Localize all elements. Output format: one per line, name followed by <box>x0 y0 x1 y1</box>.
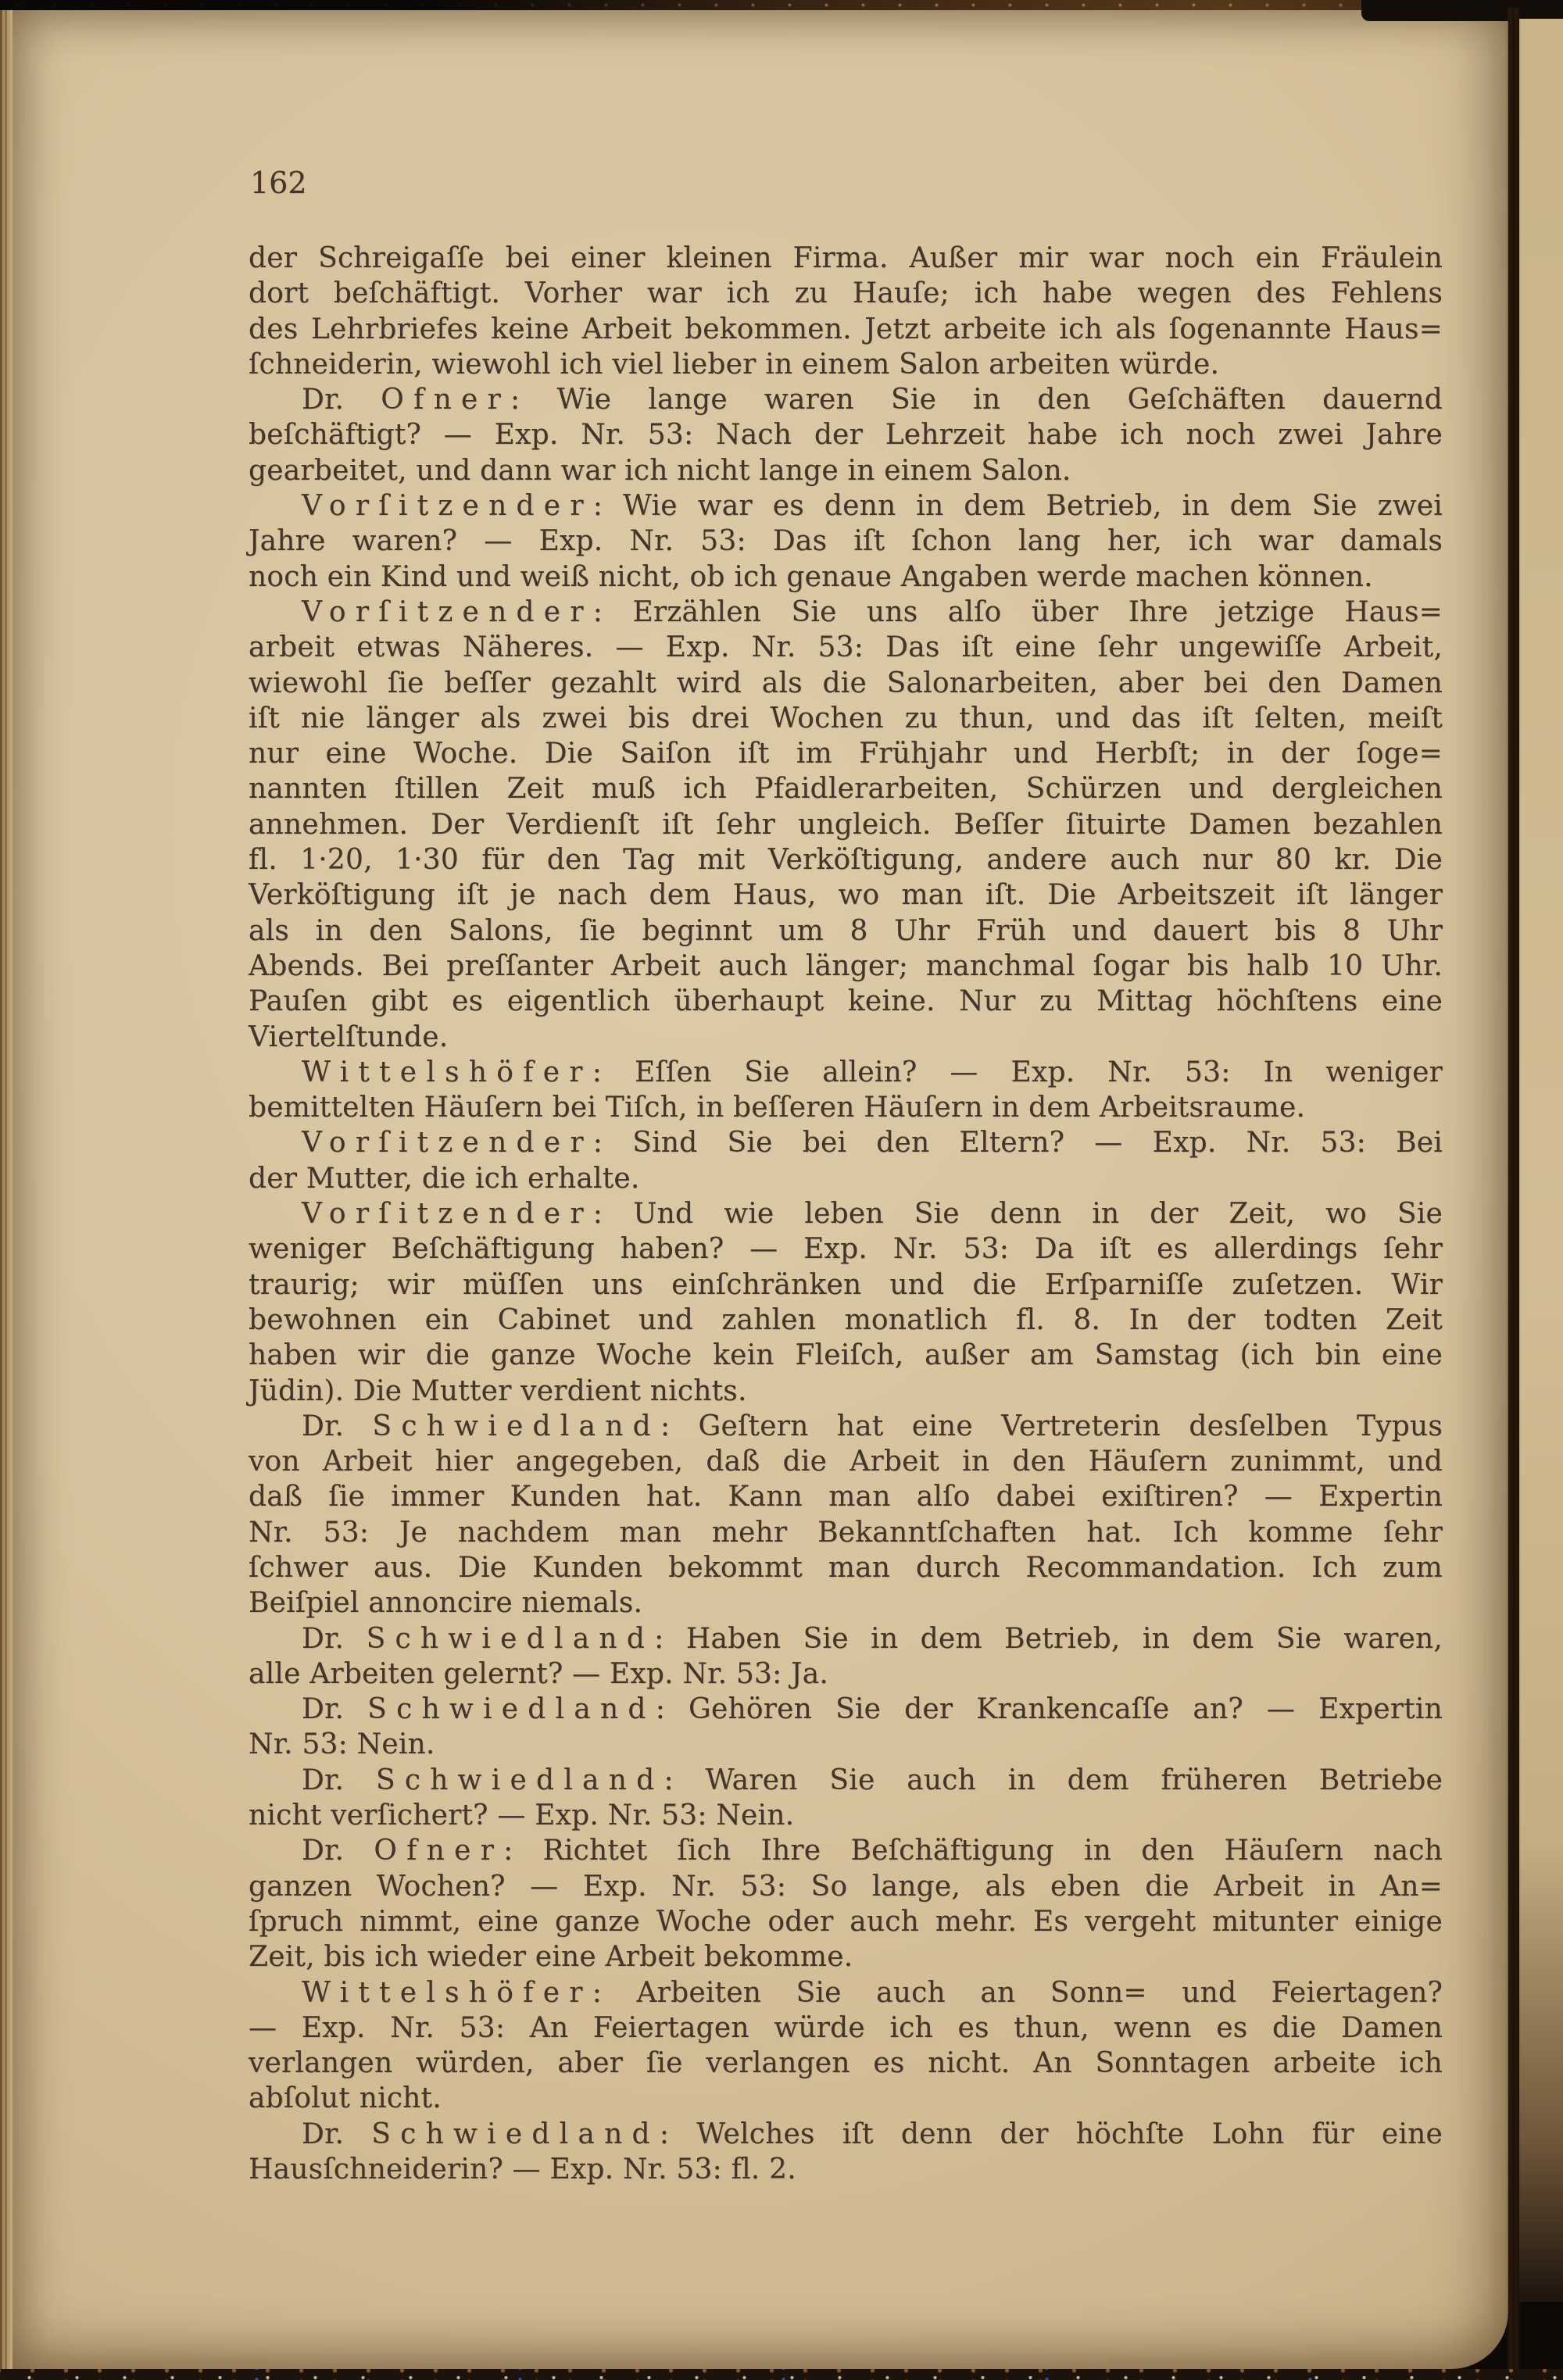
paragraph <box>249 1621 1443 1692</box>
speaker-name: Vorſitzender <box>302 490 593 523</box>
text-line: beſchäftigt? — Exp. Nr. 53: Nach der Lehrzeit habe ich noch zwei Jahre <box>249 419 1443 452</box>
text-line: traurig; wir müſſen uns einſchränken und die Erſparniſſe zuſetzen. Wir <box>249 1268 1443 1301</box>
text-line: Hausſchneiderin? — Exp. Nr. 53: fl. 2. <box>249 2153 796 2186</box>
paragraph <box>249 382 1443 488</box>
text-line: dort beſchäftigt. Vorher war ich zu Hauſe; ich habe wegen des Fehlens <box>249 277 1443 310</box>
text-line: Dr. Schwiedland: Gehören Sie der Krankencaſſe an? — Expertin <box>302 1693 1443 1726</box>
text-line: Jüdin). Die Mutter verdient nichts. <box>249 1374 747 1407</box>
speaker-name: Wittelshöfer <box>302 1056 592 1088</box>
text-line: Pauſen gibt es eigentlich überhaupt keine. Nur zu Mittag höchſtens eine <box>249 985 1443 1018</box>
text-line: arbeit etwas Näheres. — Exp. Nr. 53: Das iſt eine ſehr ungewiſſe Arbeit, <box>249 631 1443 664</box>
text-line: ſchneiderin, wiewohl ich viel lieber in einem Salon arbeiten würde. <box>249 348 1220 381</box>
speaker-name: Schwiedland <box>371 2117 660 2150</box>
text-line: Jahre waren? — Exp. Nr. 53: Das iſt ſchon lang her, ich war damals <box>249 525 1443 558</box>
paragraph <box>249 1196 1443 1409</box>
speaker-prefix: Dr. <box>302 1693 368 1726</box>
text-line: der Mutter, die ich erhalte. <box>249 1162 640 1195</box>
text-line: bewohnen ein Cabinet und zahlen monatlich fl. 8. In der todten Zeit <box>249 1303 1443 1336</box>
text-line: Dr. Schwiedland: Welches iſt denn der höchſte Lohn für eine <box>302 2117 1443 2150</box>
paragraph <box>249 488 1443 595</box>
text-line: Dr. Ofner: Wie lange waren Sie in den Geſchäften dauernd <box>302 384 1443 416</box>
text-line: noch ein Kind und weiß nicht, ob ich genaue Angaben werde machen können. <box>249 560 1373 593</box>
text-line: Viertelſtunde. <box>249 1020 449 1053</box>
page-number: 162 <box>250 166 307 200</box>
book-top-edge <box>0 0 1563 10</box>
gutter-crease <box>1506 8 1521 2369</box>
text-line: Wittelshöfer: Eſſen Sie allein? — Exp. Nr. 53: In weniger <box>302 1056 1443 1088</box>
text-line: Vorſitzender: Und wie leben Sie denn in der Zeit, wo Sie <box>302 1198 1443 1231</box>
text-line: ganzen Wochen? — Exp. Nr. 53: So lange, als eben die Arbeit in An= <box>249 1870 1443 1903</box>
page-stack-edge-left <box>0 8 13 2371</box>
speaker-name: Vorſitzender <box>302 1198 593 1231</box>
speaker-name: Schwiedland <box>372 1410 660 1442</box>
text-line: Vorſitzender: Wie war es denn in dem Betrieb, in dem Sie zwei <box>302 490 1443 523</box>
text-line: daß ſie immer Kunden hat. Kann man alſo dabei exiſtiren? — Expertin <box>249 1481 1443 1513</box>
speaker-prefix: Dr. <box>302 1622 367 1655</box>
speaker-prefix: Dr. <box>302 1410 373 1442</box>
text-line: nur eine Woche. Die Saiſon iſt im Frühjahr und Herbſt; in der ſoge= <box>249 738 1443 770</box>
text-line: abſolut nicht. <box>249 2082 442 2115</box>
text-line: weniger Beſchäftigung haben? — Exp. Nr. 53: Da iſt es allerdings ſehr <box>249 1233 1443 1266</box>
text-line: Dr. Ofner: Richtet ſich Ihre Beſchäftigung in den Häuſern nach <box>302 1835 1443 1867</box>
text-line: nannten ſtillen Zeit muß ich Pfaidlerarbeiten, Schürzen und dergleichen <box>249 773 1443 806</box>
speaker-name: Schwiedland <box>367 1693 656 1726</box>
text-line: ſpruch nimmt, eine ganze Woche oder auch mehr. Es vergeht mitunter einige <box>249 1905 1443 1938</box>
text-block <box>249 241 1443 2187</box>
text-line: der Schreigaſſe bei einer kleinen Firma. Außer mir war noch ein Fräulein <box>249 242 1443 274</box>
paragraph <box>249 1125 1443 1196</box>
text-line: annehmen. Der Verdienſt iſt ſehr ungleich. Beſſer ſituirte Damen bezahlen <box>249 808 1443 841</box>
text-line: Dr. Schwiedland: Geſtern hat eine Vertreterin desſelben Typus <box>302 1410 1443 1442</box>
adjacent-page-edge <box>1519 19 1563 2302</box>
paragraph <box>249 241 1443 382</box>
paragraph <box>249 1975 1443 2117</box>
text-line: ſchwer aus. Die Kunden bekommt man durch Recommandation. Ich zum <box>249 1551 1443 1584</box>
text-line: alle Arbeiten gelernt? — Exp. Nr. 53: Ja. <box>249 1657 828 1690</box>
paragraph <box>249 2117 1443 2188</box>
text-line: Dr. Schwiedland: Haben Sie in dem Betrieb, in dem Sie waren, <box>302 1622 1443 1655</box>
text-line: verlangen würden, aber ſie verlangen es nicht. An Sonntagen arbeite ich <box>249 2047 1443 2080</box>
speaker-name: Schwiedland <box>366 1622 655 1655</box>
book-bottom-edge <box>0 2369 1563 2380</box>
text-line: iſt nie länger als zwei bis drei Wochen zu thun, und das iſt ſelten, meiſt <box>249 702 1443 734</box>
speaker-prefix: Dr. <box>302 1835 374 1867</box>
text-line: wiewohl ſie beſſer gezahlt wird als die Salonarbeiten, aber bei den Damen <box>249 666 1443 699</box>
text-line: bemittelten Häuſern bei Tiſch, in beſſeren Häuſern in dem Arbeitsraume. <box>249 1092 1306 1124</box>
paragraph <box>249 595 1443 1055</box>
text-line: Beiſpiel annoncire niemals. <box>249 1587 643 1620</box>
text-line: als in den Salons, ſie beginnt um 8 Uhr Früh und dauert bis 8 Uhr <box>249 914 1443 947</box>
text-line: Wittelshöfer: Arbeiten Sie auch an Sonn= und Feiertagen? <box>302 1976 1443 2009</box>
top-right-shadow <box>1361 0 1563 21</box>
text-line: Dr. Schwiedland: Waren Sie auch in dem früheren Betriebe <box>302 1764 1443 1796</box>
text-line: Zeit, bis ich wieder eine Arbeit bekomme. <box>249 1941 853 1974</box>
text-line: Vorſitzender: Erzählen Sie uns alſo über Ihre jetzige Haus= <box>302 595 1443 628</box>
text-line: Verköſtigung iſt je nach dem Haus, wo man iſt. Die Arbeitszeit iſt länger <box>249 879 1443 912</box>
text-line: von Arbeit hier angegeben, daß die Arbeit in den Häuſern zunimmt, und <box>249 1446 1443 1478</box>
text-line: Nr. 53: Je nachdem man mehr Bekanntſchaften hat. Ich komme ſehr <box>249 1516 1443 1549</box>
speaker-name: Vorſitzender <box>302 595 593 628</box>
speaker-prefix: Dr. <box>302 1764 376 1796</box>
paragraph <box>249 1763 1443 1834</box>
paragraph <box>249 1055 1443 1126</box>
speaker-name: Ofner <box>374 1835 504 1867</box>
text-line: fl. 1·20, 1·30 für den Tag mit Verköſtigung, andere auch nur 80 kr. Die <box>249 844 1443 877</box>
text-line: nicht verſichert? — Exp. Nr. 53: Nein. <box>249 1799 795 1832</box>
speaker-name: Wittelshöfer <box>302 1976 592 2009</box>
speaker-prefix: Dr. <box>302 2117 372 2150</box>
paragraph <box>249 1409 1443 1621</box>
text-line: Vorſitzender: Sind Sie bei den Eltern? — Exp. Nr. 53: Bei <box>302 1127 1443 1160</box>
speaker-name: Ofner <box>381 384 511 416</box>
text-line: haben wir die ganze Woche kein Fleiſch, außer am Samstag (ich bin eine <box>249 1339 1443 1372</box>
text-line: gearbeitet, und dann war ich nicht lange in einem Salon. <box>249 454 1071 487</box>
speaker-name: Schwiedland <box>375 1764 664 1796</box>
text-line: des Lehrbriefes keine Arbeit bekommen. Jetzt arbeite ich als ſogenannte Haus= <box>249 313 1443 345</box>
text-line: Abends. Bei preſſanter Arbeit auch länger; manchmal ſogar bis halb 10 Uhr. <box>249 949 1443 982</box>
paragraph <box>249 1833 1443 1974</box>
speaker-prefix: Dr. <box>302 384 381 416</box>
speaker-name: Vorſitzender <box>302 1127 593 1160</box>
text-line: — Exp. Nr. 53: An Feiertagen würde ich es thun, wenn es die Damen <box>249 2011 1443 2044</box>
paragraph <box>249 1692 1443 1763</box>
text-line: Nr. 53: Nein. <box>249 1728 435 1761</box>
